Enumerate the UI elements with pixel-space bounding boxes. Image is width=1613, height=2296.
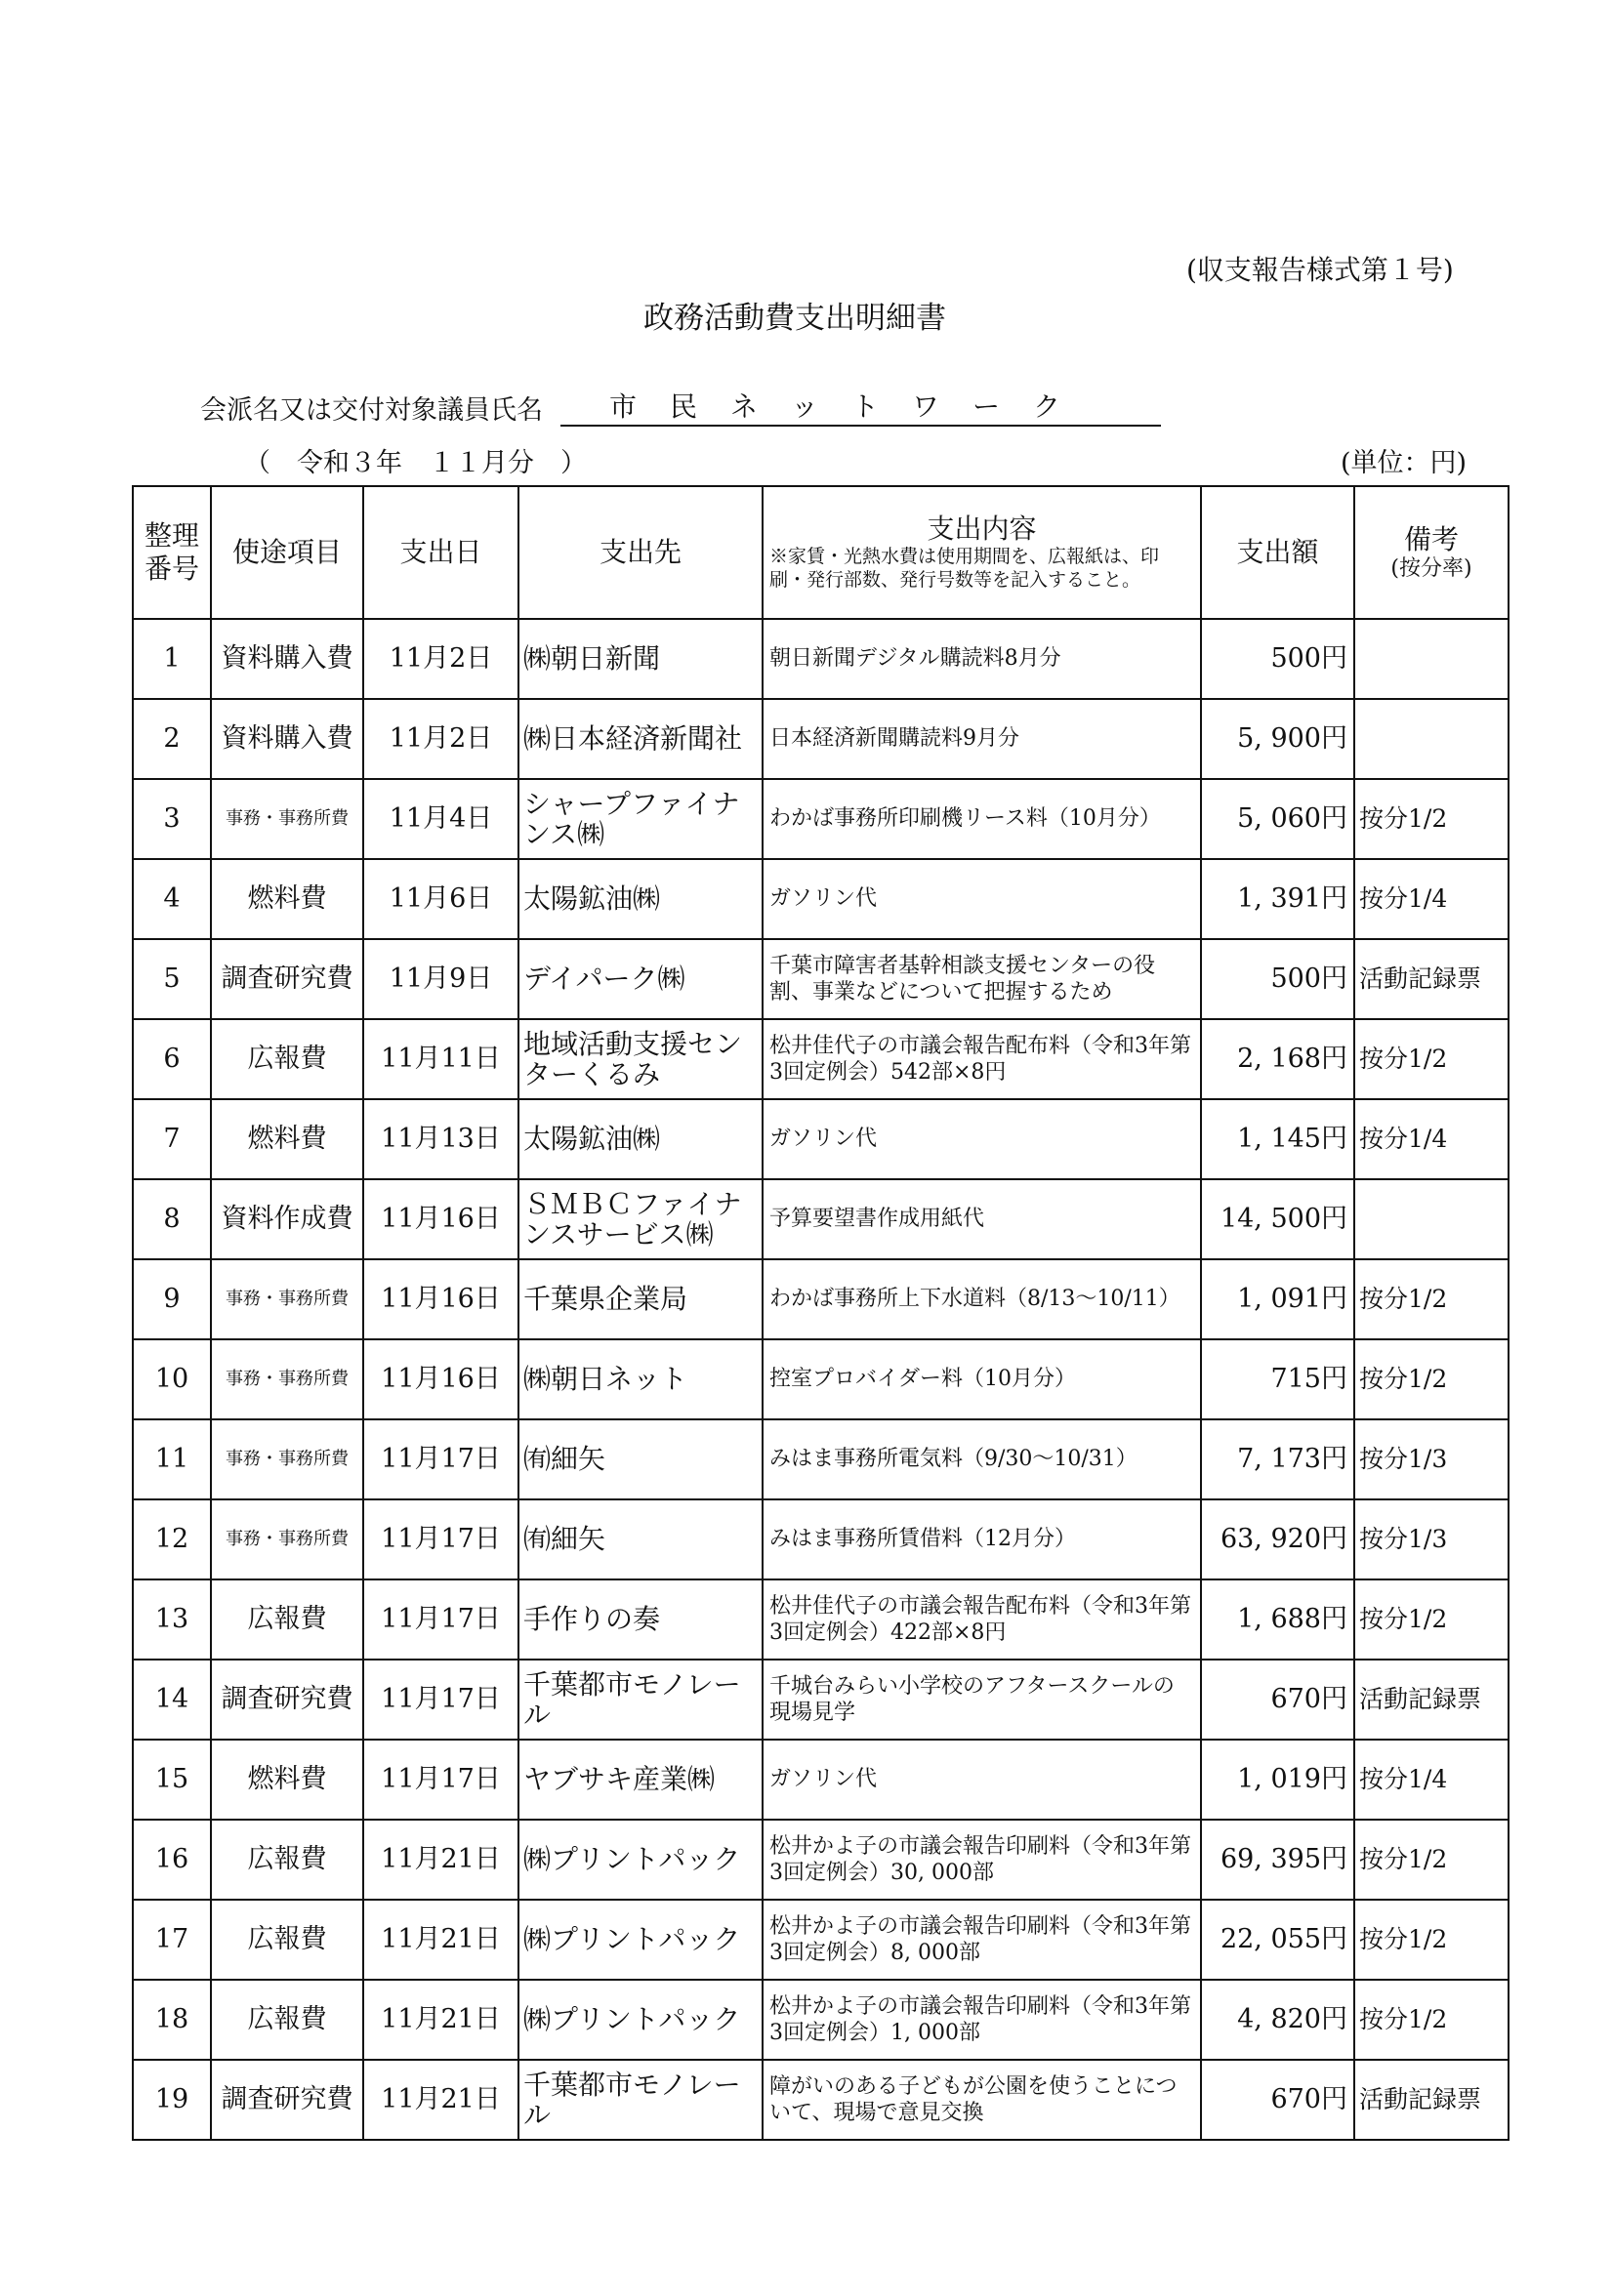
- row-date: 11月21日: [363, 1820, 518, 1900]
- row-remarks: 按分1/2: [1354, 1579, 1509, 1660]
- table-row: [133, 1179, 1509, 1259]
- row-remarks: 按分1/3: [1354, 1499, 1509, 1579]
- party-label: 会派名又は交付対象議員氏名: [200, 395, 543, 426]
- header-category: 使途項目: [211, 486, 363, 619]
- table-row: [133, 1499, 1509, 1579]
- row-content: 千城台みらい小学校のアフタースクールの現場見学: [763, 1660, 1201, 1740]
- row-date: 11月6日: [363, 859, 518, 939]
- table-row: [133, 1900, 1509, 1980]
- row-date: 11月17日: [363, 1660, 518, 1740]
- table-row: [133, 1820, 1509, 1900]
- row-remarks: 按分1/2: [1354, 1900, 1509, 1980]
- row-category: 広報費: [211, 1820, 363, 1900]
- row-remarks: 活動記録票: [1354, 939, 1509, 1019]
- row-amount: 5, 900円: [1201, 699, 1354, 779]
- row-no: 3: [133, 779, 211, 859]
- table-row: [133, 1740, 1509, 1820]
- header-no-line1: 整理: [144, 519, 199, 553]
- row-remarks: 活動記録票: [1354, 1660, 1509, 1740]
- row-payee: ㈲細矢: [518, 1419, 763, 1499]
- header-content-title: 支出内容: [927, 512, 1037, 546]
- header-content: [763, 486, 1201, 619]
- table-row: [133, 1339, 1509, 1419]
- header-remarks: [1354, 486, 1509, 619]
- row-content: 松井かよ子の市議会報告印刷料（令和3年第3回定例会）1, 000部: [763, 1980, 1201, 2060]
- row-category: 事務・事務所費: [211, 1419, 363, 1499]
- row-category: 事務・事務所費: [211, 1339, 363, 1419]
- row-date: 11月17日: [363, 1579, 518, 1660]
- row-amount: 1, 091円: [1201, 1259, 1354, 1339]
- row-date: 11月2日: [363, 619, 518, 699]
- row-category: 広報費: [211, 1579, 363, 1660]
- row-amount: 500円: [1201, 619, 1354, 699]
- row-category: 事務・事務所費: [211, 1259, 363, 1339]
- row-no: 5: [133, 939, 211, 1019]
- row-content: わかば事務所上下水道料（8/13～10/11）: [763, 1259, 1201, 1339]
- row-content: 控室プロバイダー料（10月分）: [763, 1339, 1201, 1419]
- row-date: 11月16日: [363, 1259, 518, 1339]
- row-remarks: 按分1/4: [1354, 859, 1509, 939]
- row-remarks: 按分1/4: [1354, 1740, 1509, 1820]
- party-name: 市民ネットワーク: [560, 386, 1161, 427]
- row-amount: 1, 019円: [1201, 1740, 1354, 1820]
- row-payee: 千葉都市モノレール: [518, 2060, 763, 2140]
- row-remarks: 按分1/2: [1354, 1980, 1509, 2060]
- table-row: [133, 779, 1509, 859]
- row-amount: 14, 500円: [1201, 1179, 1354, 1259]
- row-amount: 715円: [1201, 1339, 1354, 1419]
- row-no: 16: [133, 1820, 211, 1900]
- row-remarks: 按分1/2: [1354, 1339, 1509, 1419]
- row-category: 燃料費: [211, 859, 363, 939]
- row-payee: ヤブサキ産業㈱: [518, 1740, 763, 1820]
- row-category: 広報費: [211, 1980, 363, 2060]
- row-remarks: [1354, 619, 1509, 699]
- header-no-line2: 番号: [144, 553, 199, 585]
- table-row: [133, 1259, 1509, 1339]
- row-remarks: 按分1/2: [1354, 779, 1509, 859]
- row-amount: 63, 920円: [1201, 1499, 1354, 1579]
- row-date: 11月21日: [363, 1900, 518, 1980]
- row-date: 11月21日: [363, 2060, 518, 2140]
- row-no: 13: [133, 1579, 211, 1660]
- row-category: 広報費: [211, 1019, 363, 1099]
- row-content: 松井佳代子の市議会報告配布料（令和3年第3回定例会）542部×8円: [763, 1019, 1201, 1099]
- row-remarks: [1354, 699, 1509, 779]
- row-content: 日本経済新聞購読料9月分: [763, 699, 1201, 779]
- row-payee: シャープファイナンス㈱: [518, 779, 763, 859]
- row-no: 15: [133, 1740, 211, 1820]
- row-remarks: 按分1/2: [1354, 1820, 1509, 1900]
- table-header-row: [133, 486, 1509, 619]
- row-no: 18: [133, 1980, 211, 2060]
- row-content: ガソリン代: [763, 859, 1201, 939]
- row-payee: 地域活動支援センターくるみ: [518, 1019, 763, 1099]
- row-category: 調査研究費: [211, 1660, 363, 1740]
- row-content: 松井かよ子の市議会報告印刷料（令和3年第3回定例会）30, 000部: [763, 1820, 1201, 1900]
- header-remarks-sub: (按分率): [1390, 555, 1472, 581]
- row-category: 事務・事務所費: [211, 1499, 363, 1579]
- row-category: 調査研究費: [211, 939, 363, 1019]
- table-row: [133, 939, 1509, 1019]
- row-amount: 670円: [1201, 1660, 1354, 1740]
- row-no: 11: [133, 1419, 211, 1499]
- row-payee: ㈱プリントパック: [518, 1900, 763, 1980]
- row-date: 11月21日: [363, 1980, 518, 2060]
- row-amount: 1, 688円: [1201, 1579, 1354, 1660]
- row-no: 19: [133, 2060, 211, 2140]
- row-content: みはま事務所電気料（9/30～10/31）: [763, 1419, 1201, 1499]
- table-row: [133, 1660, 1509, 1740]
- row-remarks: 按分1/4: [1354, 1099, 1509, 1179]
- row-payee: ㈱プリントパック: [518, 1820, 763, 1900]
- row-date: 11月11日: [363, 1019, 518, 1099]
- row-no: 14: [133, 1660, 211, 1740]
- row-no: 17: [133, 1900, 211, 1980]
- row-payee: ㈱朝日新聞: [518, 619, 763, 699]
- row-payee: ＳＭＢＣファイナンスサービス㈱: [518, 1179, 763, 1259]
- row-remarks: [1354, 1179, 1509, 1259]
- document-title: [0, 293, 1613, 337]
- row-amount: 4, 820円: [1201, 1980, 1354, 2060]
- row-payee: デイパーク㈱: [518, 939, 763, 1019]
- row-content: 予算要望書作成用紙代: [763, 1179, 1201, 1259]
- row-content: 松井かよ子の市議会報告印刷料（令和3年第3回定例会）8, 000部: [763, 1900, 1201, 1980]
- header-content-note: ※家賃・光熱水費は使用期間を、広報紙は、印刷・発行部数、発行号数等を記入すること。: [769, 546, 1160, 591]
- table-row: [133, 619, 1509, 699]
- row-content: 松井佳代子の市議会報告配布料（令和3年第3回定例会）422部×8円: [763, 1579, 1201, 1660]
- row-amount: 2, 168円: [1201, 1019, 1354, 1099]
- row-remarks: 按分1/2: [1354, 1259, 1509, 1339]
- row-payee: 太陽鉱油㈱: [518, 1099, 763, 1179]
- row-date: 11月13日: [363, 1099, 518, 1179]
- row-date: 11月2日: [363, 699, 518, 779]
- row-content: 障がいのある子どもが公園を使うことについて、現場で意見交換: [763, 2060, 1201, 2140]
- row-payee: ㈱日本経済新聞社: [518, 699, 763, 779]
- row-content: 朝日新聞デジタル購読料8月分: [763, 619, 1201, 699]
- row-payee: 手作りの奏: [518, 1579, 763, 1660]
- row-content: 千葉市障害者基幹相談支援センターの役割、事業などについて把握するため: [763, 939, 1201, 1019]
- table-row: [133, 859, 1509, 939]
- row-no: 6: [133, 1019, 211, 1099]
- row-category: 資料購入費: [211, 619, 363, 699]
- row-no: 4: [133, 859, 211, 939]
- row-amount: 22, 055円: [1201, 1900, 1354, 1980]
- row-category: 資料購入費: [211, 699, 363, 779]
- row-date: 11月9日: [363, 939, 518, 1019]
- row-amount: 670円: [1201, 2060, 1354, 2140]
- table-row: [133, 2060, 1509, 2140]
- form-number: (収支報告様式第１号): [1186, 254, 1454, 286]
- table-row: [133, 699, 1509, 779]
- row-category: 調査研究費: [211, 2060, 363, 2140]
- party-line: [200, 386, 1161, 427]
- table-row: [133, 1579, 1509, 1660]
- row-date: 11月17日: [363, 1419, 518, 1499]
- row-content: みはま事務所賃借料（12月分）: [763, 1499, 1201, 1579]
- row-payee: ㈱プリントパック: [518, 1980, 763, 2060]
- row-date: 11月16日: [363, 1179, 518, 1259]
- row-remarks: 活動記録票: [1354, 2060, 1509, 2140]
- header-no: [133, 486, 211, 619]
- row-no: 9: [133, 1259, 211, 1339]
- row-amount: 500円: [1201, 939, 1354, 1019]
- table-row: [133, 1099, 1509, 1179]
- row-remarks: 按分1/3: [1354, 1419, 1509, 1499]
- row-payee: 千葉県企業局: [518, 1259, 763, 1339]
- row-payee: ㈱朝日ネット: [518, 1339, 763, 1419]
- row-no: 12: [133, 1499, 211, 1579]
- row-content: わかば事務所印刷機リース料（10月分）: [763, 779, 1201, 859]
- row-amount: 1, 145円: [1201, 1099, 1354, 1179]
- row-date: 11月4日: [363, 779, 518, 859]
- row-payee: 千葉都市モノレール: [518, 1660, 763, 1740]
- row-date: 11月16日: [363, 1339, 518, 1419]
- row-category: 燃料費: [211, 1740, 363, 1820]
- row-amount: 69, 395円: [1201, 1820, 1354, 1900]
- row-no: 2: [133, 699, 211, 779]
- document-title-text: 政務活動費支出明細書: [643, 301, 946, 336]
- row-date: 11月17日: [363, 1740, 518, 1820]
- row-amount: 5, 060円: [1201, 779, 1354, 859]
- row-no: 1: [133, 619, 211, 699]
- unit-label: (単位：円): [1341, 448, 1468, 478]
- row-payee: ㈲細矢: [518, 1499, 763, 1579]
- row-no: 10: [133, 1339, 211, 1419]
- table-row: [133, 1019, 1509, 1099]
- row-payee: 太陽鉱油㈱: [518, 859, 763, 939]
- header-date: 支出日: [363, 486, 518, 619]
- row-no: 8: [133, 1179, 211, 1259]
- row-date: 11月17日: [363, 1499, 518, 1579]
- row-content: ガソリン代: [763, 1099, 1201, 1179]
- expense-table: [132, 485, 1510, 2141]
- table-row: [133, 1419, 1509, 1499]
- header-amount: 支出額: [1201, 486, 1354, 619]
- row-category: 事務・事務所費: [211, 779, 363, 859]
- row-amount: 7, 173円: [1201, 1419, 1354, 1499]
- row-amount: 1, 391円: [1201, 859, 1354, 939]
- row-content: ガソリン代: [763, 1740, 1201, 1820]
- row-category: 広報費: [211, 1900, 363, 1980]
- row-no: 7: [133, 1099, 211, 1179]
- header-remarks-title: 備考: [1403, 523, 1459, 555]
- row-category: 燃料費: [211, 1099, 363, 1179]
- report-period: （ 令和３年 １１月分 ）: [244, 448, 587, 478]
- header-payee: 支出先: [518, 486, 763, 619]
- table-row: [133, 1980, 1509, 2060]
- row-remarks: 按分1/2: [1354, 1019, 1509, 1099]
- row-category: 資料作成費: [211, 1179, 363, 1259]
